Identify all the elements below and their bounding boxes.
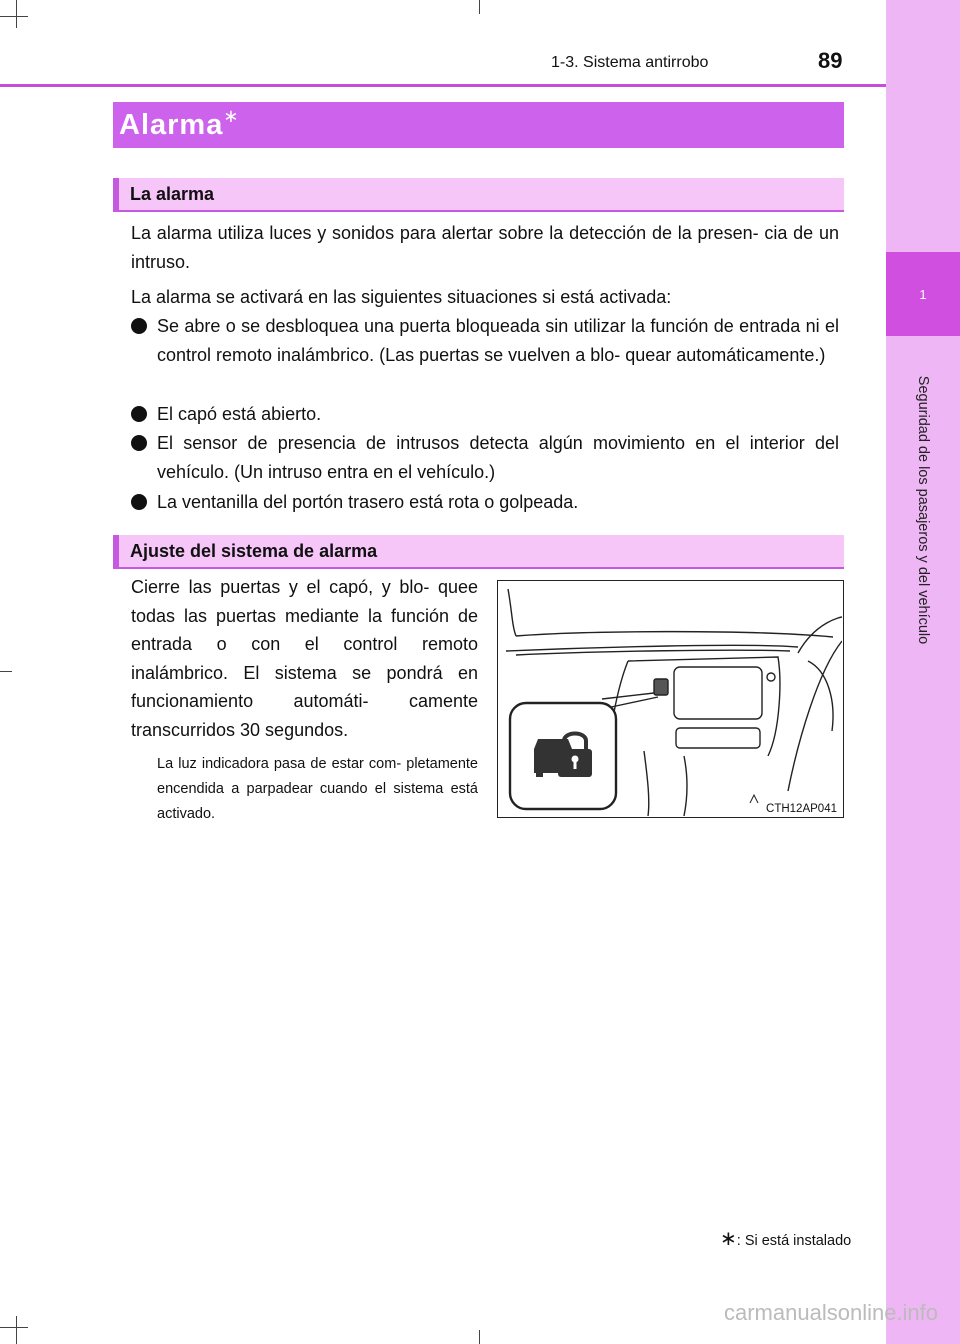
setting-paragraph: Cierre las puertas y el capó, y blo- quee todas las puertas mediante la función de entrada o con el control remoto inalámbrico. El sistema se pondrá en funcionamiento automáti- camente transcurridos 30 segundos. (131, 577, 478, 740)
list-item (131, 429, 839, 487)
page-header (0, 40, 886, 80)
watermark-text: carmanualsonline.info (724, 1300, 939, 1325)
list-item (131, 400, 839, 429)
list-item (131, 312, 839, 370)
crop-mark (479, 1330, 480, 1344)
figure-code: CTH12AP041 (766, 803, 837, 815)
title-asterisk: ∗ (223, 106, 240, 126)
list-item (131, 488, 839, 517)
chapter-number-tab (886, 252, 960, 336)
crop-mark (479, 0, 480, 14)
lead-paragraph: La alarma se activará en las siguientes situaciones si está activada: (131, 287, 672, 307)
page-number: 89 (818, 48, 843, 73)
list-item-text: El sensor de presencia de intrusos detecta algún movimiento en el interior del vehículo. (Un intruso entra en el vehículo.) (157, 433, 839, 482)
crop-mark (16, 1316, 17, 1344)
footnote-asterisk: ∗ (720, 1228, 737, 1250)
dashboard-drawing (498, 581, 842, 816)
intro-paragraph: La alarma utiliza luces y sonidos para alertar sobre la detección de la presen- cia de un intruso. (131, 223, 839, 272)
section-name: 1-3. Sistema antirrobo (551, 54, 709, 71)
chapter-side-band (886, 0, 960, 1344)
footnote (720, 1226, 851, 1251)
crop-mark (16, 0, 17, 28)
chapter-number: 1 (919, 286, 927, 302)
page-title (113, 102, 844, 148)
bullet-dot-icon (131, 494, 147, 510)
page-title-text: Alarma (119, 109, 224, 141)
chapter-title-vertical: Seguridad de los pasajeros y del vehículo (915, 375, 931, 645)
crop-mark (0, 1327, 28, 1328)
section-heading-la-alarma: La alarma (113, 178, 844, 212)
list-item-text: El capó está abierto. (157, 404, 322, 424)
bullet-dot-icon (131, 406, 147, 422)
section-heading-ajuste: Ajuste del sistema de alarma (113, 535, 844, 569)
footnote-text: : Si está instalado (736, 1233, 852, 1249)
crop-mark (0, 16, 28, 17)
indicator-note: La luz indicadora pasa de estar com- pletamente encendida a parpadear cuando el sistema está activado. (157, 756, 478, 822)
crop-mark (0, 671, 12, 672)
bullet-dot-icon (131, 435, 147, 451)
bullet-dot-icon (131, 318, 147, 334)
list-item-text: La ventanilla del portón trasero está rota o golpeada. (157, 492, 579, 512)
header-rule (0, 84, 886, 87)
dashboard-illustration (497, 580, 844, 818)
list-item-text: Se abre o se desbloquea una puerta bloqueada sin utilizar la función de entrada ni el control remoto inalámbrico. (Las puertas se vuelven a blo- quear automáticamente.) (157, 316, 839, 365)
